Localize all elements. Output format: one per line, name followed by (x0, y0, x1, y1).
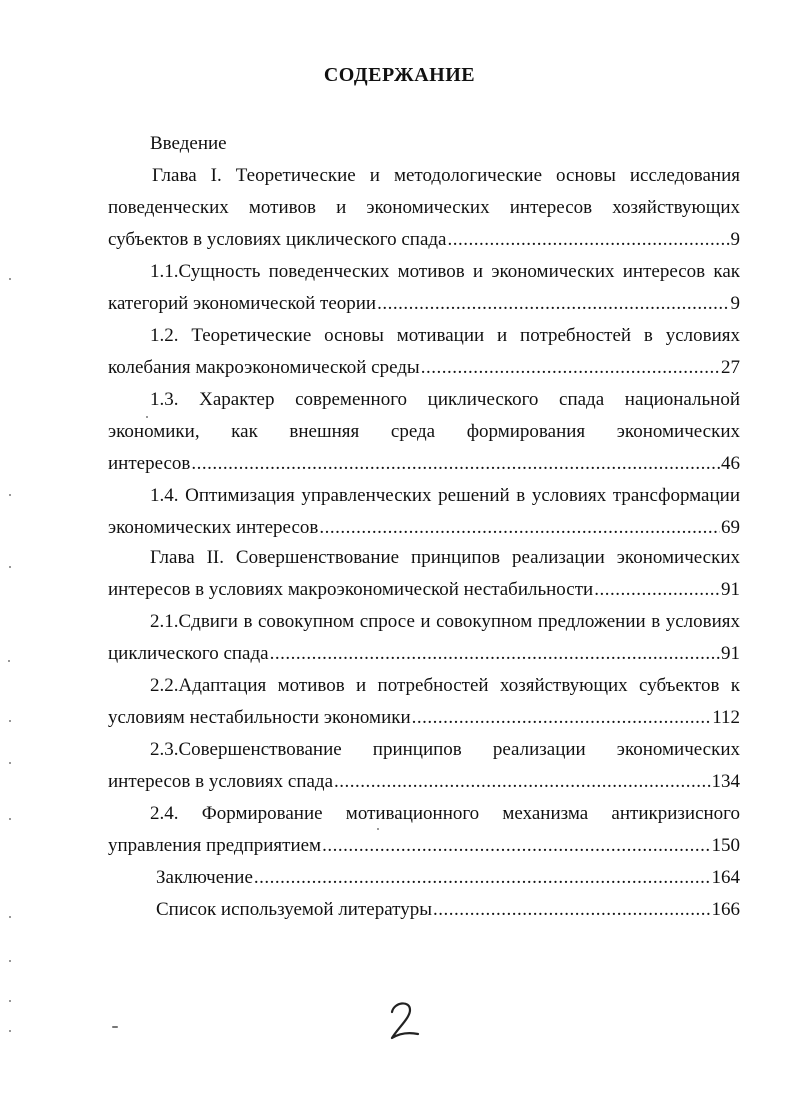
toc-s13-page: 46 (721, 453, 740, 474)
toc-s13-label: интересов (108, 453, 191, 474)
toc-chapter1-line1: Глава I. Теоретические и методологические основы исследования (152, 165, 740, 186)
scan-speck (112, 1026, 118, 1028)
toc-conclusion-page: 164 (711, 867, 740, 888)
toc-s21-label: циклического спада (108, 643, 269, 664)
toc-s22-line1: 2.2.Адаптация мотивов и потребностей хозяйствующих субъектов к (150, 675, 740, 696)
scan-speck (9, 762, 11, 764)
scan-speck (9, 720, 11, 722)
scan-speck (377, 828, 379, 830)
toc-s14-label: экономических интересов (108, 517, 319, 538)
leader-dots (594, 578, 720, 602)
leader-dots (447, 228, 729, 252)
toc-chapter2-line2 (108, 578, 740, 602)
toc-s12-line1: 1.2. Теоретические основы мотивации и потребностей в условиях (150, 325, 740, 346)
leader-dots (254, 866, 711, 890)
toc-s22-line2 (108, 706, 740, 730)
toc-s22-page: 112 (712, 707, 740, 728)
toc-s21-line1: 2.1.Сдвиги в совокупном спросе и совокупном предложении в условиях (150, 611, 740, 632)
scan-speck (8, 660, 10, 662)
scan-speck (9, 1030, 11, 1032)
leader-dots (421, 356, 720, 380)
handwritten-page-number (384, 998, 424, 1044)
scan-speck (9, 960, 11, 962)
toc-s11-line2 (108, 292, 740, 316)
scan-speck (9, 566, 11, 568)
leader-dots (191, 452, 720, 476)
toc-chapter1-label: субъектов в условиях циклического спада (108, 229, 447, 250)
toc-references-page: 166 (711, 899, 740, 920)
toc-s11-label: категорий экономической теории (108, 293, 377, 314)
toc-chapter2-label: интересов в условиях макроэкономической нестабильности (108, 579, 594, 600)
scan-speck (9, 916, 11, 918)
scan-speck (9, 494, 11, 496)
scan-speck (9, 818, 11, 820)
scan-speck (146, 416, 148, 418)
leader-dots (319, 516, 720, 540)
toc-s11-line1: 1.1.Сущность поведенческих мотивов и экономических интересов как (150, 261, 740, 282)
toc-chapter1-line2: поведенческих мотивов и экономических интересов хозяйствующих (108, 197, 740, 218)
toc-chapter2-line1: Глава II. Совершенствование принципов реализации экономических (150, 547, 740, 568)
toc-s23-line1: 2.3.Совершенствование принципов реализации экономических (150, 739, 740, 760)
toc-conclusion (156, 866, 740, 890)
toc-s21-line2 (108, 642, 740, 666)
toc-s12-label: колебания макроэкономической среды (108, 357, 420, 378)
toc-s23-line2 (108, 770, 740, 794)
toc-s23-page: 134 (711, 771, 740, 792)
toc-s24-page: 150 (711, 835, 740, 856)
page-title: СОДЕРЖАНИЕ (323, 64, 476, 86)
toc-s13-line2: экономики, как внешняя среда формирования экономических (108, 421, 740, 442)
toc-s23-label: интересов в условиях спада (108, 771, 334, 792)
toc-s14-page: 69 (721, 517, 740, 538)
toc-s24-line2 (108, 834, 740, 858)
toc-s12-page: 27 (721, 357, 740, 378)
leader-dots (433, 898, 711, 922)
toc-s22-label: условиям нестабильности экономики (108, 707, 411, 728)
toc-conclusion-label: Заключение (156, 867, 253, 888)
toc-s13-line3 (108, 452, 740, 476)
leader-dots (412, 706, 712, 730)
toc-s12-line2 (108, 356, 740, 380)
leader-dots (334, 770, 710, 794)
toc-chapter1-page: 9 (730, 229, 740, 250)
toc-s24-label: управления предприятием (108, 835, 322, 856)
scan-speck (9, 278, 11, 280)
toc-s14-line1: 1.4. Оптимизация управленческих решений в условиях трансформации (150, 485, 740, 506)
toc-references (156, 898, 740, 922)
toc-s11-page: 9 (730, 293, 740, 314)
toc-chapter2-page: 91 (721, 579, 740, 600)
toc-entry-intro: Введение (150, 133, 227, 154)
leader-dots (377, 292, 729, 316)
toc-s24-line1: 2.4. Формирование мотивационного механизма антикризисного (150, 803, 740, 824)
toc-s21-page: 91 (721, 643, 740, 664)
scan-speck (9, 1000, 11, 1002)
toc-references-label: Список используемой литературы (156, 899, 432, 920)
toc-s13-line1: 1.3. Характер современного циклического спада национальной (150, 389, 740, 410)
leader-dots (322, 834, 710, 858)
leader-dots (270, 642, 720, 666)
toc-s14-line2 (108, 516, 740, 540)
toc-chapter1-line3 (108, 228, 740, 252)
